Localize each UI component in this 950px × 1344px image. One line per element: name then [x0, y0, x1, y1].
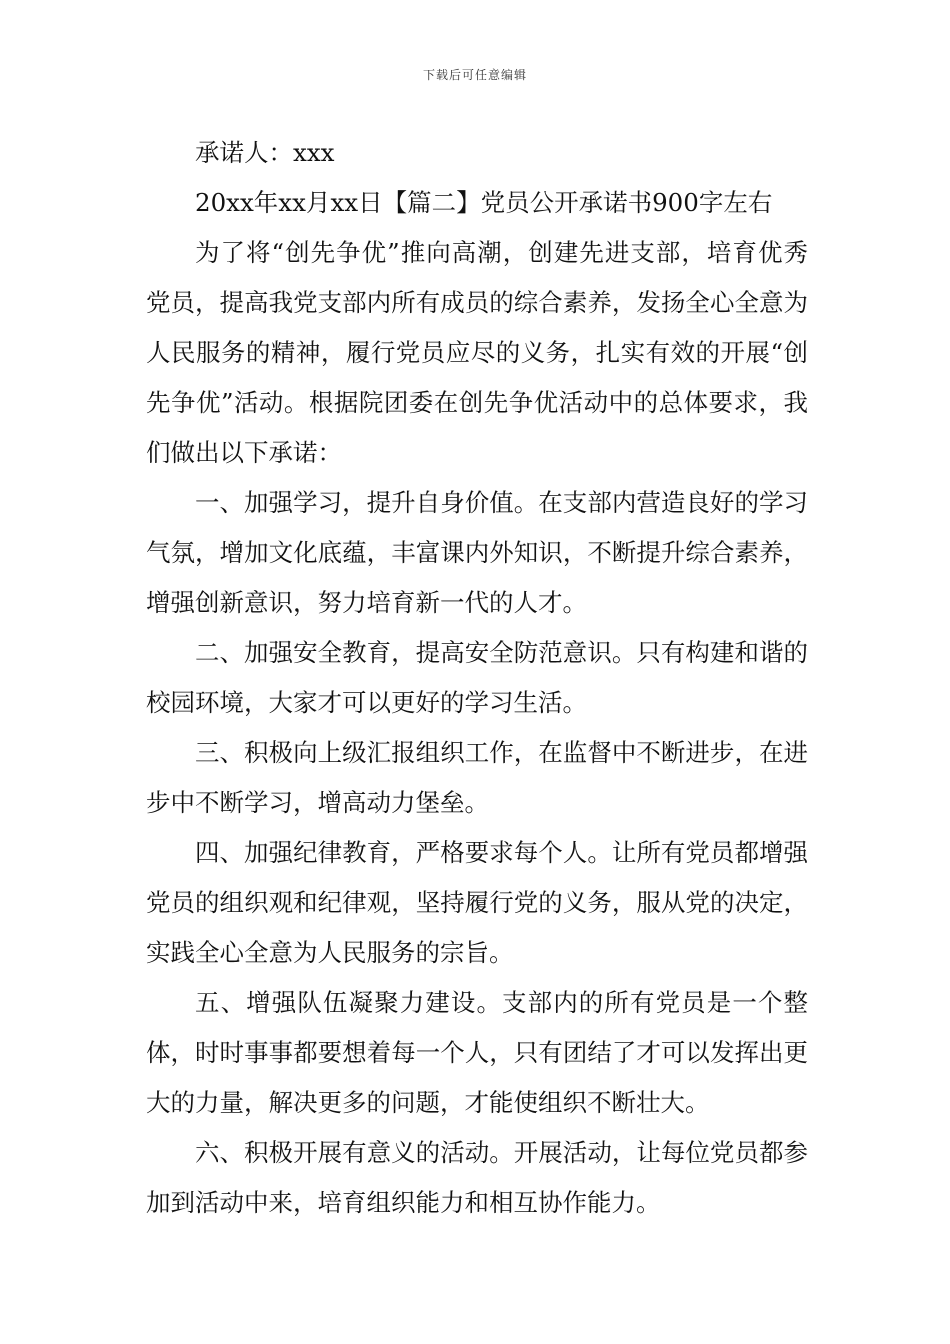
page-header-note: 下载后可任意编辑: [422, 68, 527, 82]
paragraph-item-1: [146, 478, 808, 628]
signer-line: 承诺人：xxx: [195, 138, 335, 167]
paragraph-intro: [146, 228, 808, 478]
paragraph-text: 二、加强安全教育，提高安全防范意识。只有构建和谐的校园环境，大家才可以更好的学习生活。: [146, 638, 808, 717]
paragraph-text: 四、加强纪律教育，严格要求每个人。让所有党员都增强党员的组织观和纪律观，坚持履行党的义务，服从党的决定，实践全心全意为人民服务的宗旨。: [146, 838, 808, 967]
document-body: [146, 128, 808, 1228]
paragraph-text: 五、增强队伍凝聚力建设。支部内的所有党员是一个整体，时时事事都要想着每一个人，只有团结了才可以发挥出更大的力量，解决更多的问题，才能使组织不断壮大。: [146, 988, 808, 1117]
paragraph-item-5: [146, 978, 808, 1128]
paragraph-item-4: [146, 828, 808, 978]
paragraph-text: 为了将“创先争优”推向高潮，创建先进支部，培育优秀党员，提高我党支部内所有成员的综合素养，发扬全心全意为人民服务的精神，履行党员应尽的义务，扎实有效的开展“创先争优”活动。根据院团委在创先争优活动中的总体要求，我们做出以下承诺：: [146, 238, 808, 467]
paragraph-item-6: [146, 1128, 808, 1228]
paragraph-item-2: [146, 628, 808, 728]
paragraph-text: 一、加强学习，提升自身价值。在支部内营造良好的学习气氛，增加文化底蕴，丰富课内外知识，不断提升综合素养，增强创新意识，努力培育新一代的人才。: [146, 488, 808, 617]
date-title-line: 20xx年xx月xx日【篇二】党员公开承诺书900字左右: [195, 188, 773, 217]
paragraph-text: 三、积极向上级汇报组织工作，在监督中不断进步，在进步中不断学习，增高动力堡垒。: [146, 738, 808, 817]
paragraph-item-3: [146, 728, 808, 828]
paragraph-text: 六、积极开展有意义的活动。开展活动，让每位党员都参加到活动中来，培育组织能力和相互协作能力。: [146, 1138, 808, 1217]
